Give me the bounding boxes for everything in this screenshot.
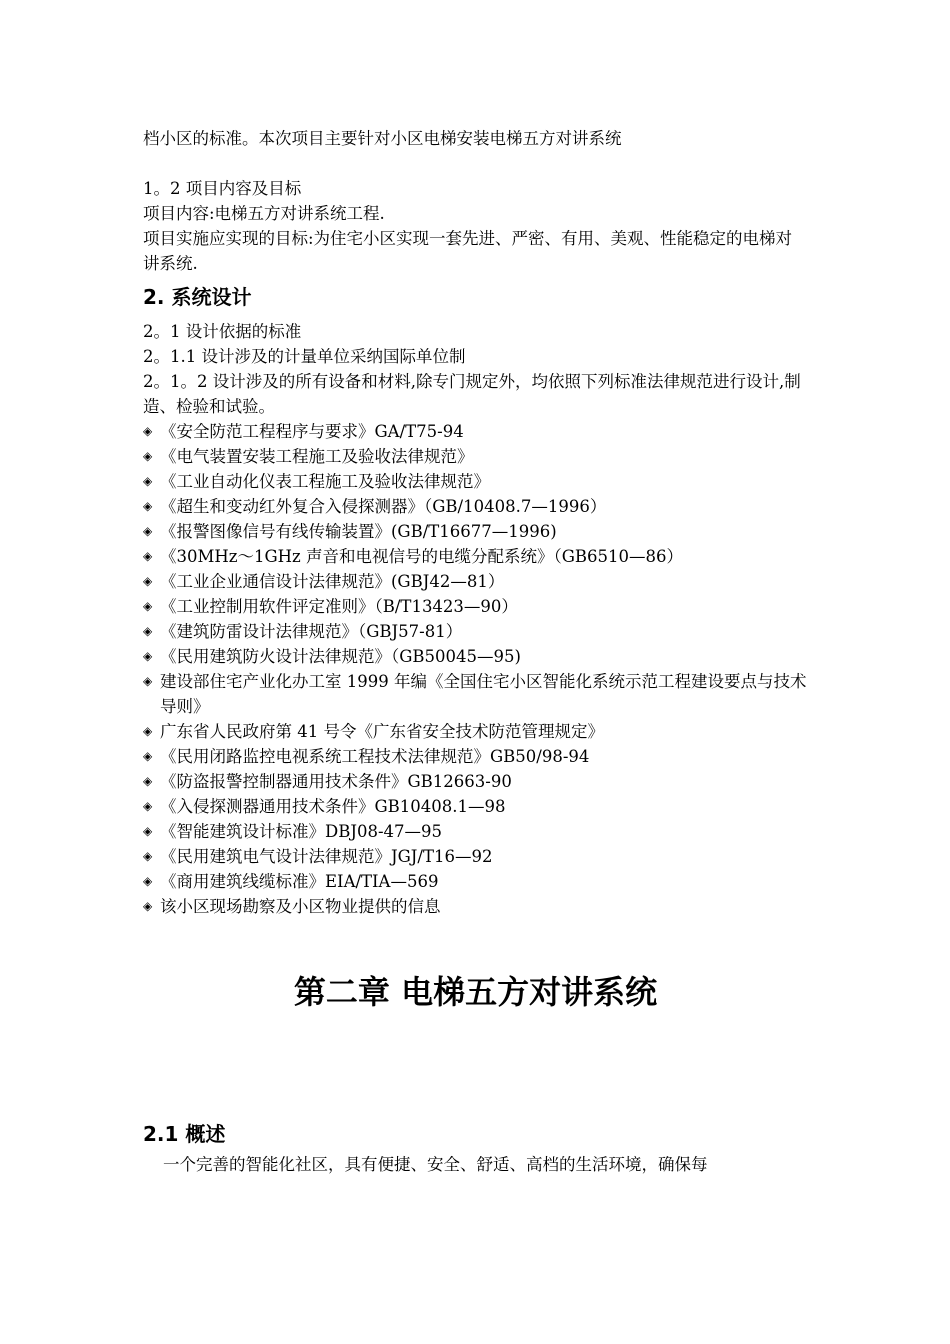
bullet-icon: ◈ <box>143 524 153 538</box>
list-item <box>143 794 808 819</box>
section-2-heading: 2. 系统设计 <box>143 285 252 309</box>
bullet-icon: ◈ <box>143 474 153 488</box>
standards-list <box>143 419 808 919</box>
bullet-icon: ◈ <box>143 499 153 513</box>
standard-text: 《超生和变动红外复合入侵探测器》（GB/10408.7—1996） <box>160 497 607 516</box>
bullet-icon: ◈ <box>143 824 153 838</box>
list-item <box>143 844 808 869</box>
list-item <box>143 769 808 794</box>
bullet-icon: ◈ <box>143 624 153 638</box>
standard-text: 《防盗报警控制器通用技术条件》GB12663-90 <box>160 772 512 791</box>
list-item <box>143 644 808 669</box>
section-2-1-heading: 2。1 设计依据的标准 <box>143 322 302 341</box>
section-1-2-heading: 1。2 项目内容及目标 <box>143 179 302 198</box>
bullet-icon: ◈ <box>143 799 153 813</box>
list-item <box>143 819 808 844</box>
bullet-icon: ◈ <box>143 649 153 663</box>
standard-text: 广东省人民政府第 41 号令《广东省安全技术防范管理规定》 <box>160 722 604 741</box>
intro-tail-text: 档小区的标准。本次项目主要针对小区电梯安装电梯五方对讲系统 <box>143 129 622 148</box>
standard-text: 《建筑防雷设计法律规范》（GBJ57-81） <box>160 622 463 641</box>
standard-text: 《工业控制用软件评定准则》（B/T13423—90） <box>160 597 518 616</box>
overview-body-text: 一个完善的智能化社区，具有便捷、安全、舒适、高档的生活环境，确保每 <box>163 1155 708 1174</box>
document-page <box>143 126 808 1177</box>
list-item <box>143 619 808 644</box>
bullet-icon: ◈ <box>143 774 153 788</box>
bullet-icon: ◈ <box>143 849 153 863</box>
list-item <box>143 444 808 469</box>
section-2-1-2-text: 2。1。2 设计涉及的所有设备和材料,除专门规定外，均依照下列标准法律规范进行设计,制造、检验和试验。 <box>143 372 801 416</box>
list-item <box>143 669 808 719</box>
bullet-icon: ◈ <box>143 549 153 563</box>
list-item <box>143 594 808 619</box>
bullet-icon: ◈ <box>143 449 153 463</box>
standard-text: 《智能建筑设计标准》DBJ08-47—95 <box>160 822 443 841</box>
list-item <box>143 569 808 594</box>
standard-text: 《商用建筑线缆标准》EIA/TIA—569 <box>160 872 439 891</box>
list-item <box>143 469 808 494</box>
section-2-1-heading-overview: 2.1 概述 <box>143 1122 226 1146</box>
list-item <box>143 869 808 894</box>
project-content-text: 项目内容:电梯五方对讲系统工程. <box>143 204 385 223</box>
list-item <box>143 719 808 744</box>
standard-text: 《入侵探测器通用技术条件》GB10408.1—98 <box>160 797 506 816</box>
section-2-1-1-text: 2。1.1 设计涉及的计量单位采纳国际单位制 <box>143 347 466 366</box>
standard-text: 《电气装置安装工程施工及验收法律规范》 <box>160 447 474 466</box>
bullet-icon: ◈ <box>143 424 153 438</box>
project-goal-text: 项目实施应实现的目标:为住宅小区实现一套先进、严密、有用、美观、性能稳定的电梯对讲系统. <box>143 229 793 273</box>
standard-text: 《民用建筑防火设计法律规范》（GB50045—95) <box>160 647 521 666</box>
standard-text: 该小区现场勘察及小区物业提供的信息 <box>160 897 441 916</box>
standard-text: 《30MHz～1GHz 声音和电视信号的电缆分配系统》（GB6510—86） <box>160 547 684 566</box>
standard-text: 《工业企业通信设计法律规范》(GBJ42—81） <box>160 572 505 591</box>
list-item <box>143 494 808 519</box>
standard-text: 《工业自动化仪表工程施工及验收法律规范》 <box>160 472 490 491</box>
list-item <box>143 544 808 569</box>
standard-text: 《民用建筑电气设计法律规范》JGJ/T16—92 <box>160 847 493 866</box>
bullet-icon: ◈ <box>143 599 153 613</box>
bullet-icon: ◈ <box>143 874 153 888</box>
standard-text: 建设部住宅产业化办工室 1999 年编《全国住宅小区智能化系统示范工程建设要点与技术导则》 <box>160 672 807 716</box>
standard-text: 《安全防范工程程序与要求》GA/T75-94 <box>160 422 464 441</box>
bullet-icon: ◈ <box>143 749 153 763</box>
list-item <box>143 519 808 544</box>
bullet-icon: ◈ <box>143 724 153 738</box>
list-item <box>143 419 808 444</box>
chapter-title: 第二章 电梯五方对讲系统 <box>293 973 658 1011</box>
bullet-icon: ◈ <box>143 574 153 588</box>
bullet-icon: ◈ <box>143 899 153 913</box>
list-item <box>143 744 808 769</box>
standard-text: 《报警图像信号有线传输装置》(GB/T16677—1996) <box>160 522 557 541</box>
list-item <box>143 894 808 919</box>
standard-text: 《民用闭路监控电视系统工程技术法律规范》GB50/98-94 <box>160 747 590 766</box>
bullet-icon: ◈ <box>143 674 153 688</box>
